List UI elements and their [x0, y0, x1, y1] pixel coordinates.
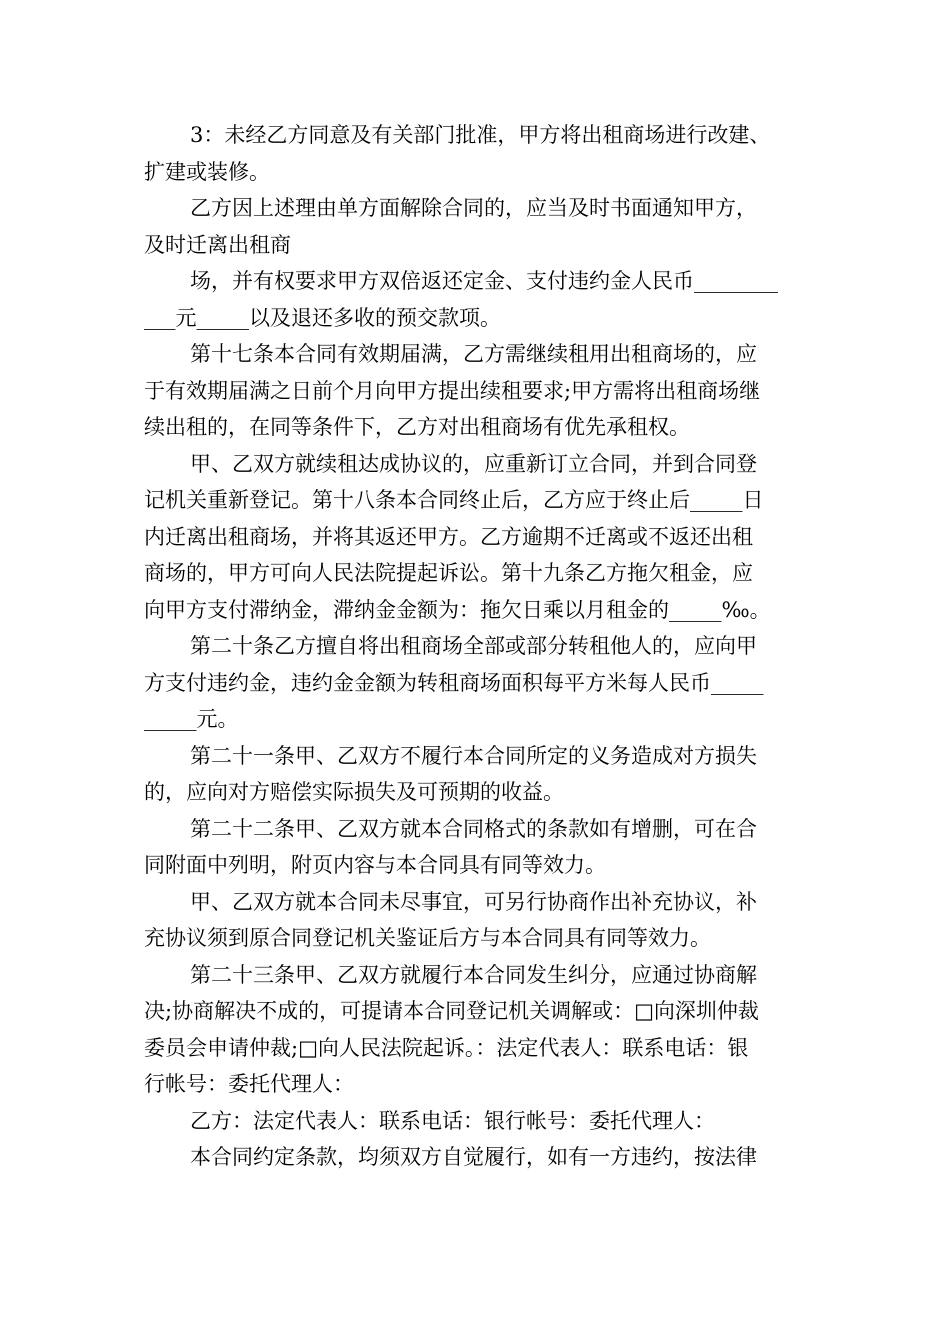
text-line: 甲、乙双方就续租达成协议的，应重新订立合同，并到合同登 [190, 451, 757, 476]
text-line: 内迁离出租商场，并将其返还甲方。乙方逾期不迁离或不返还出租 [144, 524, 753, 549]
text-line: 3：未经乙方同意及有关部门批准，甲方将出租商场进行改建、 [190, 123, 771, 147]
text-line: ___元_____以及退还多收的预交款项。 [144, 305, 501, 330]
text-line: 同附面中列明，附页内容与本合同具有同等效力。 [144, 853, 606, 877]
text-line: 第二十条乙方擅自将出租商场全部或部分转租他人的，应向甲 [190, 634, 757, 658]
text-line: 乙方：法定代表人：联系电话：银行帐号：委托代理人： [190, 1108, 715, 1133]
text-line: 向甲方支付滞纳金，滞纳金金额为：拖欠日乘以月租金的_____‰。 [144, 597, 771, 622]
text-line: 续出租的，在同等条件下，乙方对出租商场有优先承租权。 [144, 415, 690, 439]
text-line: 第十七条本合同有效期届满，乙方需继续租用出租商场的，应 [190, 342, 757, 366]
text-line: 第二十一条甲、乙双方不履行本合同所定的义务造成对方损失 [190, 743, 757, 768]
text-line: 行帐号：委托代理人： [144, 1072, 354, 1096]
text-line: 扩建或装修。 [144, 159, 270, 184]
text-line: 的，应向对方赔偿实际损失及可预期的收益。 [144, 780, 564, 804]
text-line: 方支付违约金，违约金金额为转租商场面积每平方米每人民币_____ [144, 670, 764, 695]
text-line: 场，并有权要求甲方双倍返还定金、支付违约金人民币________ [190, 269, 778, 293]
text-line: 决;协商解决不成的，可提请本合同登记机关调解或：□向深圳仲裁 [144, 999, 759, 1023]
text-line: 第二十二条甲、乙双方就本合同格式的条款如有增删，可在合 [190, 816, 757, 841]
text-line: 本合同约定条款，均须双方自觉履行，如有一方违约，按法律 [190, 1145, 757, 1169]
text-line: 于有效期届满之日前个月向甲方提出续租要求;甲方需将出租商场继 [144, 378, 761, 403]
text-line: 委员会申请仲裁;□向人民法院起诉。：法定代表人：联系电话：银 [144, 1035, 749, 1060]
text-line: 充协议须到原合同登记机关鉴证后方与本合同具有同等效力。 [144, 926, 711, 950]
text-line: 记机关重新登记。第十八条本合同终止后，乙方应于终止后_____日 [144, 488, 764, 512]
text-line: 商场的，甲方可向人民法院提起诉讼。第十九条乙方拖欠租金，应 [144, 561, 753, 585]
text-line: 及时迁离出租商 [144, 232, 291, 257]
text-line: 甲、乙双方就本合同未尽事宜，可另行协商作出补充协议，补 [190, 889, 757, 914]
text-line: _____元。 [144, 707, 239, 731]
contract-body [144, 117, 808, 1176]
text-line: 第二十三条甲、乙双方就履行本合同发生纠分，应通过协商解 [190, 962, 757, 987]
text-line: 乙方因上述理由单方面解除合同的，应当及时书面通知甲方， [190, 196, 757, 220]
